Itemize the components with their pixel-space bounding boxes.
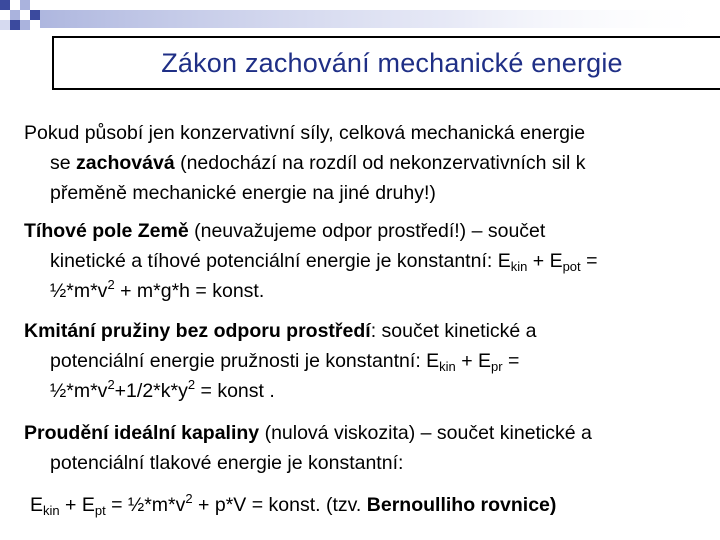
p4-line-1 [24,418,714,448]
title-box [52,36,720,90]
p2-line-1 [24,216,714,246]
p3-text: + E [455,350,492,372]
p3-text: : součet kinetické a [370,320,537,342]
formula-text: ½*m*v [50,280,108,302]
formula-text: +1/2*k*y [114,380,188,402]
subscript: pr [491,359,503,374]
p3-text: potenciální energie pružnosti je konstantní: E [50,350,440,372]
p4-heading: Proudění ideální kapaliny [24,422,260,444]
p3-text: = [502,350,520,372]
subscript: pot [562,259,581,274]
subscript: kin [43,503,60,518]
p2-text: = [580,250,598,272]
superscript: 2 [107,377,115,392]
paragraph-gravity-field [24,216,714,306]
p2-text: + E [527,250,563,272]
p1-emphasis: zachovává [76,152,175,174]
p3-formula [24,376,714,406]
paragraph-spring-oscillation [24,316,714,406]
p3-heading: Kmitání pružiny bez odporu prostředí [24,320,371,342]
p2-text: (neuvažujeme odpor prostředí!) – součet [188,220,546,242]
p4-text: (nulová viskozita) – součet kinetické a [259,422,592,444]
bernoulli-formula [30,490,720,520]
formula-text: + m*g*h = konst. [114,280,265,302]
formula-text: + p*V = konst. [192,494,326,516]
subscript: pt [94,503,106,518]
p2-formula [24,276,714,306]
formula-text: ½*m*v [50,380,108,402]
subscript: kin [510,259,528,274]
paragraph-conservative-forces [24,118,714,208]
formula-text: E [30,494,44,516]
corner-decoration [0,0,720,40]
p1-line-2 [24,148,714,178]
superscript: 2 [107,277,115,292]
p2-heading: Tíhové pole Země [24,220,189,242]
bernoulli-note: (tzv. [325,494,367,516]
paragraph-bernoulli [30,490,720,520]
slide-title: Zákon zachování mechanické energie [161,47,623,78]
subscript: kin [439,359,456,374]
p2-line-2 [24,246,714,276]
formula-text: = konst . [195,380,275,402]
bernoulli-equation-name: Bernoulliho rovnice) [366,494,557,516]
p1-line-1: Pokud působí jen konzervativní síly, celková mechanická energie [24,122,586,144]
paragraph-ideal-fluid [24,418,714,478]
superscript: 2 [187,377,196,392]
p2-text: kinetické a tíhové potenciální energie je konstantní: E [50,250,511,272]
formula-text: = ½*m*v [105,494,186,516]
superscript: 2 [185,491,193,506]
p4-line-2: potenciální tlakové energie je konstantní: [50,452,404,474]
p1-text: se [50,152,77,174]
p1-text: (nedochází na rozdíl od nekonzervativních sil k [174,152,586,174]
formula-text: + E [59,494,95,516]
p3-line-2 [24,346,714,376]
p1-line-3: přeměně mechanické energie na jiné druhy!) [50,182,436,204]
p3-line-1 [24,316,714,346]
